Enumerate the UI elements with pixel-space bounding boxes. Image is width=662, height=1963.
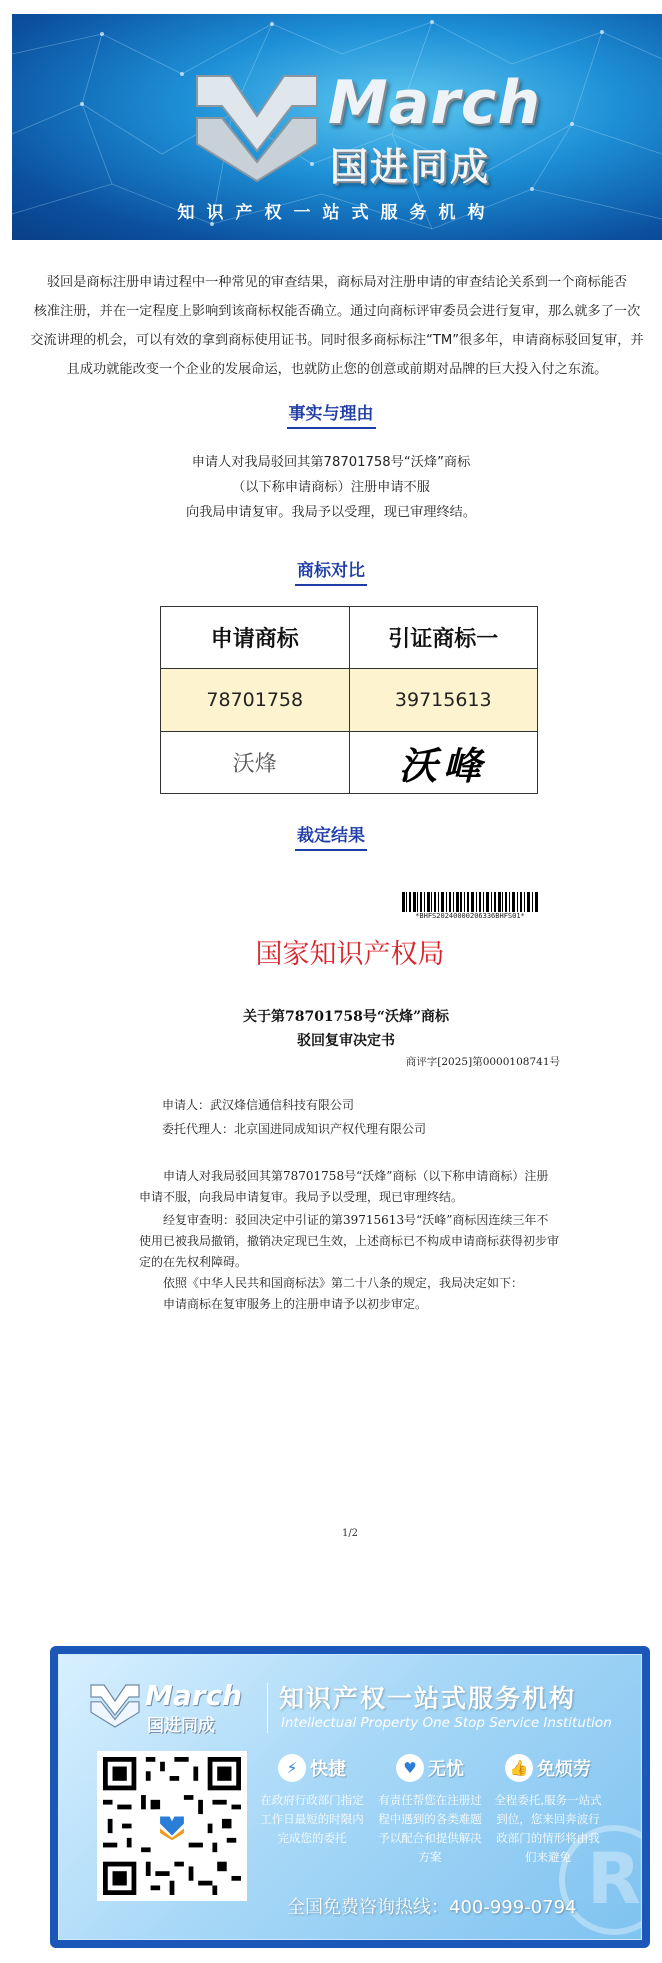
agent-line: 委托代理人：北京国进同成知识产权代理有限公司 — [162, 1122, 427, 1136]
footer-card — [50, 1646, 650, 1948]
decision-paragraph: 申请商标在复审服务上的注册申请予以初步审定。 — [163, 1297, 428, 1311]
registered-watermark-icon: R — [559, 1825, 642, 1935]
decision-title-line2: 驳回复审决定书 — [297, 1033, 395, 1049]
footer-logo-english: March — [145, 1679, 243, 1712]
march-logo-icon — [87, 1681, 143, 1729]
decision-body — [139, 1166, 559, 1315]
facts-line: （以下称申请商标）注册申请不服 — [232, 480, 430, 495]
decision-title-line1: 关于第78701758号“沃烽”商标 — [242, 1009, 450, 1025]
logo-english-text: March — [328, 68, 542, 138]
hotline-text: 全国免费咨询热线：400-999-0794 — [287, 1897, 577, 1918]
feature-fast — [257, 1751, 367, 1848]
facts-text — [0, 450, 662, 525]
intro-line: 交流讲理的机会，可以有效的拿到商标使用证书。同时很多商标标注“TM”很多年，申请商标驳回复审，并 — [30, 333, 644, 348]
table-row-mark — [161, 731, 538, 793]
intro-paragraph — [12, 268, 662, 384]
decision-paragraph: 申请人对我局驳回其第78701758号“沃烽”商标（以下称申请商标）注册申请不服，向我局申请复审。我局予以受理，现已审理终结。 — [139, 1169, 549, 1204]
applied-mark-image: 沃烽 — [161, 731, 350, 793]
result-heading: 裁定结果 — [0, 821, 662, 846]
qr-code-icon — [103, 1757, 241, 1895]
footer-slogan: 知识产权一站式服务机构 — [279, 1684, 577, 1713]
header-banner — [12, 14, 662, 240]
applied-number: 78701758 — [161, 669, 350, 731]
facts-line: 向我局申请复审。我局予以受理，现已审理终结。 — [185, 505, 477, 520]
compare-heading: 商标对比 — [0, 556, 662, 581]
footer-divider — [267, 1683, 268, 1733]
footer-logo-chinese: 国进同成 — [147, 1716, 215, 1736]
page-number: 1/2 — [341, 1528, 359, 1539]
footer-slogan-english: Intellectual Property One Stop Service Institution — [281, 1715, 612, 1731]
thumbs-up-icon: 👍 — [505, 1754, 533, 1782]
decision-number: 商评字[2025]第0000108741号 — [405, 1056, 560, 1068]
logo-chinese-text: 国进同成 — [330, 145, 491, 189]
feature-title: 快捷 — [310, 1759, 346, 1780]
facts-line: 申请人对我局驳回其第78701758号“沃烽”商标 — [191, 455, 471, 470]
table-header-row — [161, 607, 538, 669]
intro-line: 且成功就能改变一个企业的发展命运，也就防止您的创意或前期对品牌的巨大投入付之东流。 — [66, 362, 608, 377]
heart-icon: ♥ — [396, 1754, 424, 1782]
march-logo-icon — [192, 66, 322, 186]
cited-number: 39715613 — [349, 669, 538, 731]
qr-code — [97, 1751, 247, 1901]
footer-inner — [58, 1654, 642, 1940]
feature-worry-free — [375, 1751, 485, 1867]
banner-tagline: 知识产权一站式服务机构 — [177, 203, 497, 223]
table-row-number — [161, 669, 538, 731]
feature-title: 免烦劳 — [537, 1759, 591, 1780]
feature-text: 全程委托,服务一站式到位，您来回奔波行政部门的情形将由我们来避免 — [494, 1793, 602, 1864]
feature-title: 无忧 — [428, 1759, 464, 1780]
header-applied-mark: 申请商标 — [161, 607, 350, 669]
lightning-icon: ⚡ — [278, 1754, 306, 1782]
intro-line: 核准注册，并在一定程度上影响到该商标权能否确立。通过向商标评审委员会进行复审，那么就多了一次 — [33, 304, 641, 319]
decision-paragraph: 经复审查明：驳回决定中引证的第39715613号“沃峰”商标因连续三年不使用已被我局撤销，撤销决定现已生效，上述商标已不构成申请商标获得初步审定的在先权利障碍。 — [139, 1213, 560, 1269]
barcode-number: *BHFS20240000206336BHFS01* — [415, 912, 525, 920]
cited-mark-image: 沃峰 — [349, 731, 538, 793]
feature-text: 有责任帮您在注册过程中遇到的各类难题予以配合和提供解决方案 — [378, 1793, 482, 1864]
facts-heading: 事实与理由 — [0, 399, 662, 424]
trademark-compare-table — [160, 606, 538, 794]
decision-paragraph: 依照《中华人民共和国商标法》第二十八条的规定，我局决定如下： — [163, 1276, 524, 1290]
intro-line: 驳回是商标注册申请过程中一种常见的审查结果，商标局对注册申请的审查结论关系到一个商标能否 — [46, 275, 628, 290]
applicant-line: 申请人：武汉烽信通信科技有限公司 — [162, 1098, 355, 1112]
barcode-icon — [402, 892, 538, 912]
feature-text: 在政府行政部门指定工作日最短的时限内完成您的委托 — [260, 1793, 364, 1845]
authority-title: 国家知识产权局 — [255, 939, 445, 970]
header-cited-mark: 引证商标一 — [349, 607, 538, 669]
